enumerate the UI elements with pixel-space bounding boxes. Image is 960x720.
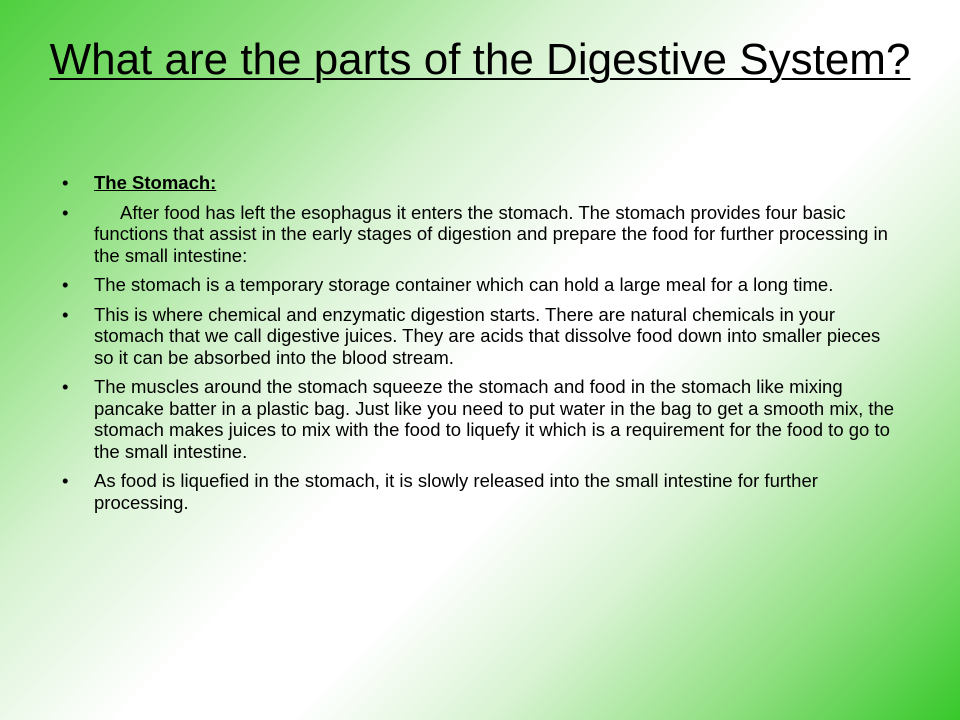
bullet-marker: • (62, 172, 69, 193)
bullet-item (62, 376, 902, 462)
bullet-item (62, 470, 902, 513)
bullet-item (62, 274, 902, 296)
bullet-marker: • (62, 376, 69, 397)
bullet-list (62, 172, 902, 521)
slide-title: What are the parts of the Digestive System? (49, 35, 911, 84)
bullet-text: The stomach is a temporary storage container which can hold a large meal for a long time. (94, 274, 834, 295)
bullet-marker: • (62, 470, 69, 491)
bullet-marker: • (62, 274, 69, 295)
bullet-text: The muscles around the stomach squeeze the stomach and food in the stomach like mixing pancake batter in a plastic bag. Just like you need to put water in the bag to get a smooth mix, the stomach makes juices to mix with the food to liquefy it which is a requirement for the food to go to the small intestine. (94, 376, 895, 462)
bullet-heading (62, 172, 902, 194)
bullet-text: As food is liquefied in the stomach, it is slowly released into the small intestine for further processing. (94, 470, 818, 513)
bullet-item (62, 304, 902, 369)
bullet-text: After food has left the esophagus it enters the stomach. The stomach provides four basic functions that assist in the early stages of digestion and prepare the food for further processing in the small intestine: (94, 201, 888, 266)
bullet-text: This is where chemical and enzymatic digestion starts. There are natural chemicals in your stomach that we call digestive juices. They are acids that dissolve food down into smaller pieces so it can be absorbed into the blood stream. (94, 303, 881, 368)
bullet-marker: • (62, 303, 69, 325)
bullet-marker: • (62, 201, 69, 223)
section-heading: The Stomach: (94, 172, 217, 193)
bullet-item (62, 202, 902, 267)
